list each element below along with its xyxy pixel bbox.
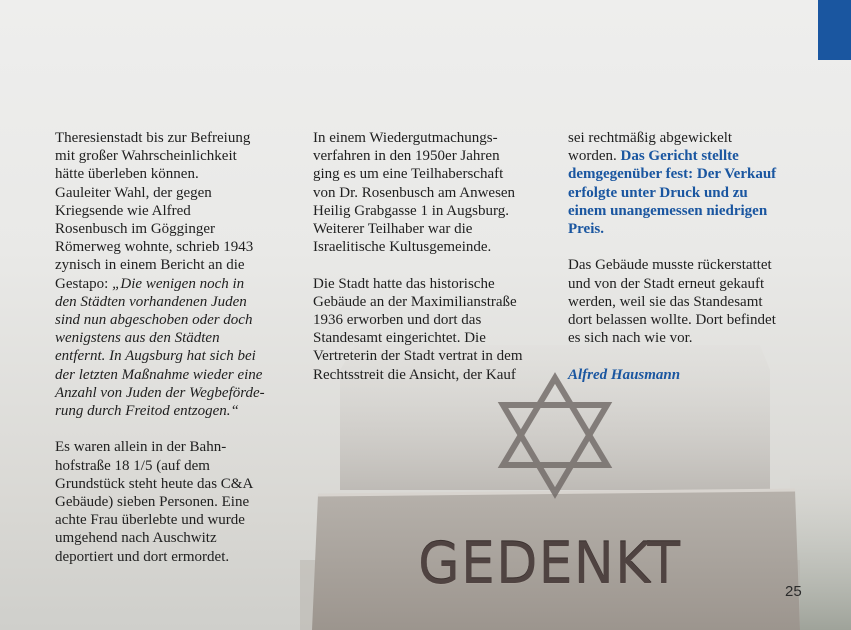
text-line: dort belassen wollte. Dort befindet [568,312,776,329]
highlight-text: demgegenüber fest: Der Verkauf [568,166,777,183]
text-line: Rosenbusch im Gögginger [55,221,215,238]
text-line: zynisch in einem Bericht an die [55,257,245,274]
paragraph [55,129,275,420]
text-line: Gauleiter Wahl, der gegen [55,184,212,201]
text-line: hofstraße 18 1/5 (auf dem [55,457,210,474]
text-line: worden. [568,148,621,165]
text-line: verfahren in den 1950er Jahren [313,148,500,165]
highlight-text: erfolgte unter Druck und zu [568,184,748,201]
text-line: Weiterer Teilhaber war die [313,221,473,238]
text-line: ging es um eine Teilhaberschaft [313,166,504,183]
text-line: Standesamt eingerichtet. Die [313,330,486,347]
text-line: 1936 erworben und dort das [313,312,482,329]
highlight-text: einem unangemessen niedrigen [568,202,768,219]
text-line: Grundstück steht heute das C&A [55,475,254,492]
text-line: und von der Stadt erneut gekauft [568,275,765,292]
stone-inscription: GEDENKT [418,530,682,597]
paragraph [568,256,800,347]
text-line: von Dr. Rosenbusch am Anwesen [313,184,516,201]
text-column-2 [313,129,543,384]
text-line: Gebäude) sieben Personen. Eine [55,494,250,511]
text-line: Theresienstadt bis zur Befreiung [55,130,251,146]
author-paragraph [568,366,800,384]
text-line: Gebäude an der Maximilianstraße [313,293,517,310]
text-line: Heilig Grabgasse 1 in Augsburg. [313,202,509,219]
corner-color-tab [818,0,851,60]
highlight-text: Das Gericht stellte [620,148,739,165]
author-name: Alfred Hausmann [568,366,681,383]
quote-text: der letzten Maßnahme wieder eine [55,366,263,383]
quote-text: sind nun abgeschoben oder doch [55,312,253,329]
text-line: deportiert und dort ermordet. [55,548,230,565]
text-line: Israelitische Kultusgemeinde. [313,239,492,256]
text-column-1 [55,129,275,566]
text-line: umgehend nach Auschwitz [55,530,217,547]
quote-text: rung durch Freitod entzogen.“ [55,403,239,420]
quote-text: Anzahl von Juden der Wegbeförde- [55,384,265,401]
text-line: Vertreterin der Stadt vertrat in dem [313,348,523,365]
text-line: werden, weil sie das Standesamt [568,293,763,310]
text-line: hätte überleben können. [55,166,199,183]
text-line: Kriegsende wie Alfred [55,202,191,219]
paragraph [568,129,800,238]
text-line: sei rechtmäßig abgewickelt [568,130,733,146]
paragraph [55,438,275,565]
text-line: Die Stadt hatte das historische [313,275,495,292]
paragraph [313,129,543,256]
text-line: es sich nach wie vor. [568,330,693,347]
text-column-3 [568,129,800,384]
quote-text: entfernt. In Augsburg hat sich bei [55,348,256,365]
text-line: In einem Wiedergutmachungs- [313,130,498,146]
text-line: Gestapo: [55,275,113,292]
page-number: 25 [785,583,802,600]
text-line: Rechtsstreit die Ansicht, der Kauf [313,366,516,383]
text-line: Es waren allein in der Bahn- [55,439,227,456]
text-line: achte Frau überlebte und wurde [55,512,245,529]
text-line: mit großer Wahrscheinlichkeit [55,148,237,165]
quote-text: den Städten vorhandenen Juden [55,293,247,310]
text-line: Römerweg wohnte, schrieb 1943 [55,239,254,256]
paragraph [313,275,543,384]
quote-text: wenigstens aus den Städten [55,330,220,347]
highlight-text: Preis. [568,221,604,238]
text-line: Das Gebäude musste rückerstattet [568,257,772,274]
quote-text: „Die wenigen noch in [112,275,245,292]
